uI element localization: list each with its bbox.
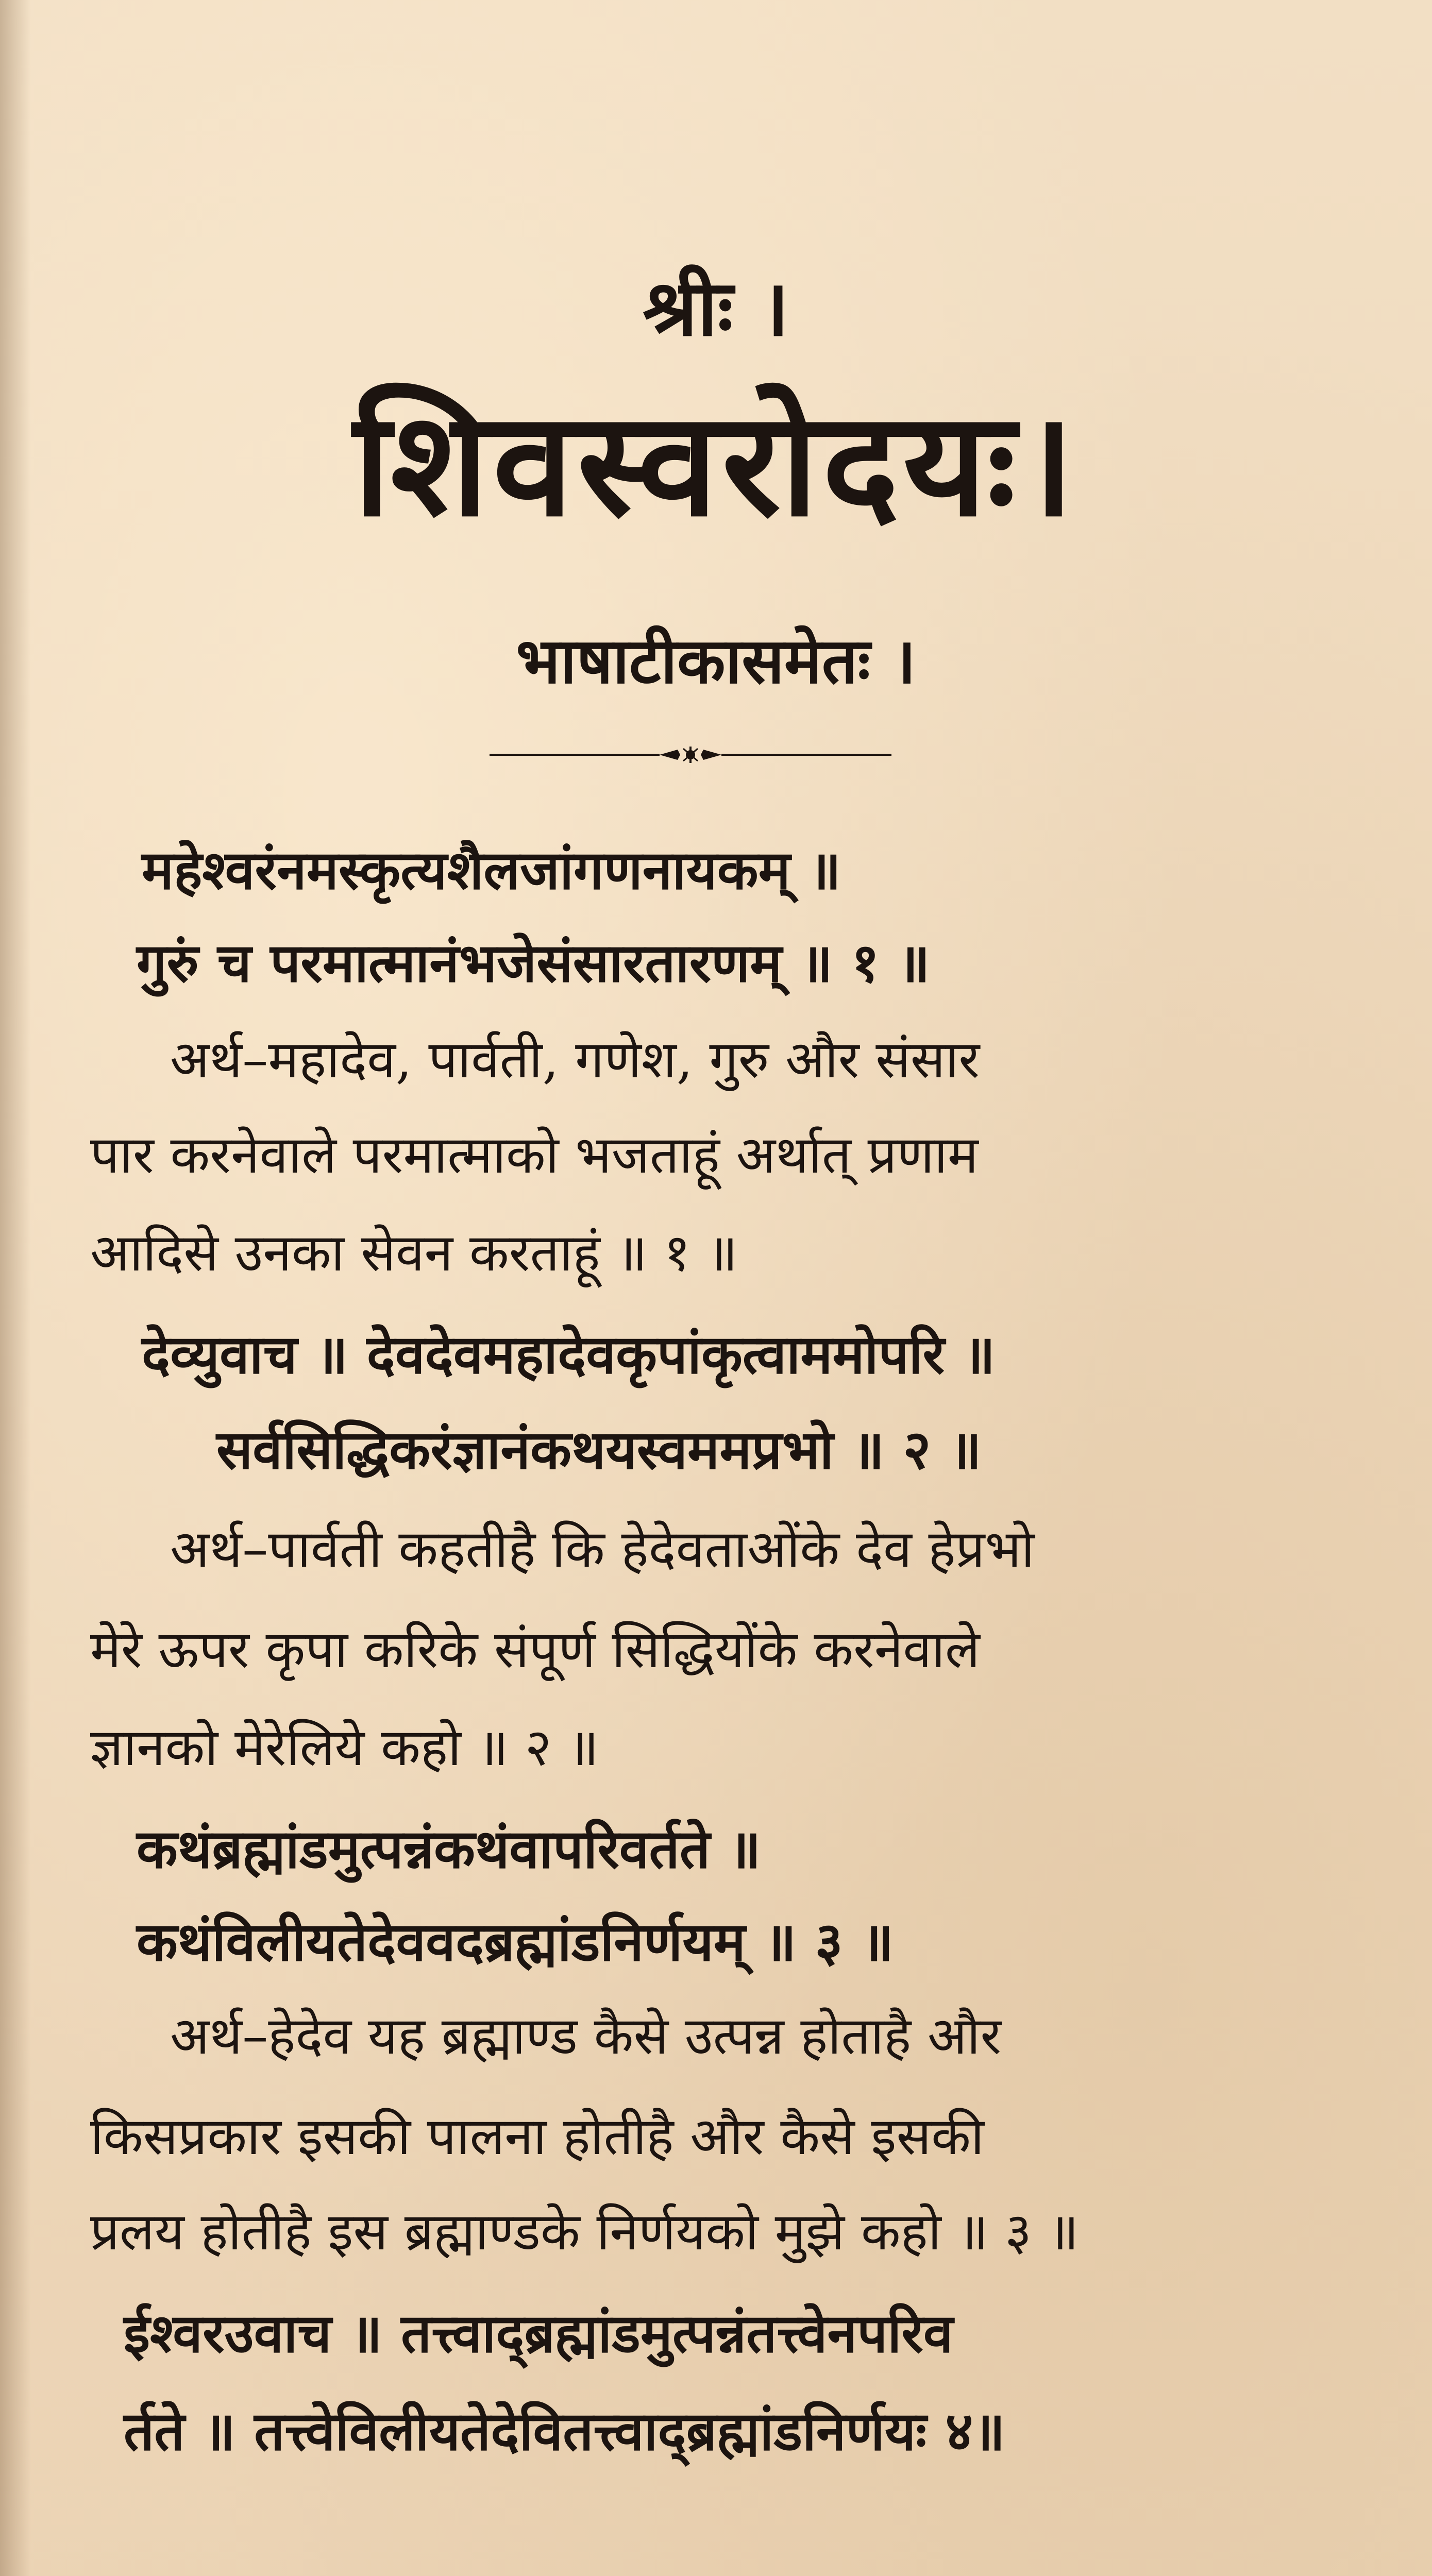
verse-line-6: कथंविलीयतेदेववदब्रह्मांडनिर्णयम् ॥ ३ ॥	[137, 1910, 894, 1973]
commentary-line-4: अर्थ–पार्वती कहतीहै कि हेदेवताओंके देव हेप्रभो	[170, 1519, 1035, 1579]
commentary-line-7: अर्थ–हेदेव यह ब्रह्माण्ड कैसे उत्पन्न होताहै और	[170, 2006, 1002, 2066]
commentary-line-3: आदिसे उनका सेवन करताहूं ॥ १ ॥	[90, 1223, 738, 1283]
commentary-line-9: प्रलय होतीहै इस ब्रह्माण्डके निर्णयको मुझे कहो ॥ ३ ॥	[90, 2201, 1079, 2262]
commentary-line-8: किसप्रकार इसकी पालना होतीहै और कैसे इसकी	[90, 2106, 984, 2166]
commentary-line-1: अर्थ–महादेव, पार्वती, गणेश, गुरु और संसार	[170, 1029, 980, 1090]
invocation-shri: श्रीः ।	[643, 263, 789, 353]
page-title: शिवस्वरोदयः।	[353, 379, 1079, 549]
verse-line-4: सर्वसिद्धिकरंज्ञानंकथयस्वममप्रभो ॥ २ ॥	[216, 1418, 982, 1481]
verse-line-8: र्तते ॥ तत्त्वेविलीयतेदेवितत्त्वाद्ब्रह्मांडनिर्णयः ४॥	[124, 2399, 1005, 2463]
commentary-line-2: पार करनेवाले परमात्माको भजताहूं अर्थात् प्रणाम	[90, 1125, 979, 1185]
verse-line-3: देव्युवाच ॥ देवदेवमहादेवकृपांकृत्वाममोपरि ॥	[142, 1323, 996, 1386]
verse-line-5: कथंब्रह्मांडमुत्पन्नंकथंवापरिवर्तते ॥	[137, 1817, 761, 1880]
ornament-divider	[490, 744, 891, 765]
commentary-line-6: ज्ञानको मेरेलिये कहो ॥ २ ॥	[90, 1717, 599, 1777]
verse-line-7: ईश्वरउवाच ॥ तत्त्वाद्ब्रह्मांडमुत्पन्नंतत्त्वेनपरिव	[124, 2301, 953, 2365]
verse-line-2: गुरुं च परमात्मानंभजेसंसारतारणम् ॥ १ ॥	[137, 931, 930, 994]
verse-line-1: महेश्वरंनमस्कृत्यशैलजांगणनायकम् ॥	[142, 838, 841, 902]
page-subtitle: भाषाटीकासमेतः ।	[516, 623, 916, 698]
commentary-line-5: मेरे ऊपर कृपा करिके संपूर्ण सिद्धियोंके करनेवाले	[90, 1619, 980, 1680]
